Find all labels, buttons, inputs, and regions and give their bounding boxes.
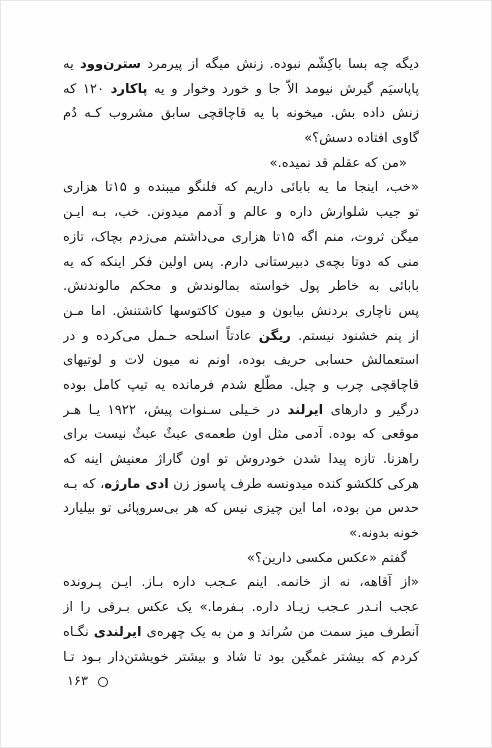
text-run: نگـاه	[63, 624, 94, 640]
text-line	[63, 300, 419, 325]
text-run: تو جیب شلوارش داره و عالم و آدمم میدونن. خب، بـه ایـن	[63, 205, 419, 221]
text-run: گاوی افتاده دسش؟»	[304, 131, 419, 147]
text-line	[63, 275, 419, 300]
text-run: عادتاً اسلحه حـمل می‌کرده و در	[63, 328, 259, 344]
text-run: راهزنا. تازه پیدا شدن خودروش تو اون گاراژ معنیش اینه که	[63, 452, 419, 467]
text-line	[63, 226, 419, 251]
bold-name: ایرلندی	[93, 624, 142, 640]
text-line	[63, 53, 419, 78]
text-run: یه	[63, 57, 80, 72]
text-line	[63, 448, 419, 473]
text-run: آنطرف میز سمت من سُراند و من به یک چهره‌ی	[141, 624, 419, 640]
text-run: از پنم خشنود نیستم.	[290, 328, 419, 344]
text-line	[63, 349, 419, 374]
text-line	[63, 423, 419, 448]
text-run: گفتم «عکس مکسی دارین؟»	[246, 550, 407, 566]
text-run: دیگه چه بسا باکِشّم نبوده. زنش میگه از پیرمرد	[140, 57, 419, 72]
bold-name: ایرلند	[287, 402, 324, 418]
text-run: استعمالش حسابی حریف بوده، اونم نه میون لات و لوتیهای	[63, 353, 419, 369]
text-run: هرکی کلکشو کنده میدونسه طرف پاسوز زن	[168, 476, 419, 492]
bold-name: ریگن	[258, 328, 291, 344]
text-line	[63, 78, 419, 103]
text-run: در خـیلی سـنوات پیش، ۱۹۲۲ یـا هـر	[63, 402, 288, 418]
text-line	[63, 325, 419, 350]
bold-name: ادی مارژه	[104, 476, 169, 492]
text-run: موقعی که بوده. آدمی مثل اون طعمه‌ی عبثٌ عبثٌ نیست برای	[63, 427, 419, 443]
text-run: پس ناچاری بردنش بیابون و میون کاکتوسها کاشتنش. اما مـن	[63, 303, 419, 319]
bold-name: سترن‌وود	[79, 57, 141, 72]
text-line	[63, 473, 419, 498]
text-line	[63, 596, 419, 621]
text-line	[63, 374, 419, 399]
text-run: عجب انـدر عـجب زیـاد داره. بـفرما.» یک عکس بـرقی را از	[63, 600, 419, 616]
text-run: ، که بـه	[63, 476, 105, 492]
text-run: کردم که بیشتر غمگین بود تا شاد و بیشتر خویشتن‌دار بـود تـا	[63, 649, 419, 665]
text-run: زنش داده بش. میخونه با یه قاچاقچی سابق مشروب کـه دُم	[63, 106, 419, 122]
text-line	[63, 399, 419, 424]
body-text	[63, 53, 419, 670]
page-number: ۱۶۳	[67, 674, 88, 689]
text-run: «خب، اینجا ما یه بابائی داریم که فلنگو میبنده و ۱۵تا هزاری	[63, 180, 419, 196]
text-line	[63, 127, 419, 152]
text-line	[63, 102, 419, 127]
text-run: بابائی به خاطر پول خواسته بمالوندش و محکم مالوندنش.	[63, 279, 419, 295]
text-run: خونه بدونه.»	[349, 526, 419, 542]
text-run: قاچاقچی چرب و چیل. مطّلع شدم فرمانده یه تیپ کامل بوده	[63, 377, 419, 393]
text-line	[63, 571, 419, 596]
text-line	[63, 547, 419, 572]
text-run: «من که عقلم قد نمیده.»	[269, 155, 407, 171]
text-line	[63, 152, 419, 177]
text-run: پاپاسیَم گیرش نیومد الاّ جا و خورد وخوار و یه	[147, 81, 419, 97]
text-line	[63, 646, 419, 671]
text-line	[63, 497, 419, 522]
text-line	[63, 176, 419, 201]
text-line	[63, 251, 419, 276]
text-line	[63, 522, 419, 547]
text-line	[63, 201, 419, 226]
text-line	[63, 621, 419, 646]
text-run: درگیر و دارهای	[323, 402, 419, 418]
text-run: منی که دوتا بچه‌ی دبیرستانی دارم. پس اولین فکر اینکه که یه	[63, 254, 419, 270]
page-footer	[67, 674, 108, 689]
page-ornament-icon	[98, 677, 108, 687]
bold-name: پاکارد	[110, 81, 148, 97]
text-run: حدس من بوده، اما این چیزی نیس که هر بی‌سروپائی تو بیلیارد	[63, 501, 419, 517]
text-run: میگن ثروت، منم اگه ۱۵تا هزاری می‌داشتم می‌زدم بچاک، تازه	[63, 229, 419, 245]
text-run: ۱۲۰ که	[63, 81, 111, 97]
text-run: «از آقاهه، نه از خانمه. اینم عـجب داره بـاز. ایـن پـرونده	[63, 575, 419, 591]
